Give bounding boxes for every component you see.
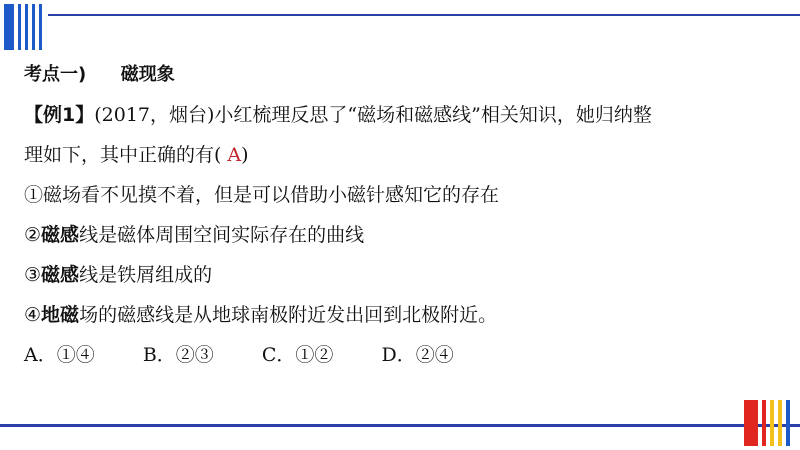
deco-bar (25, 4, 28, 50)
option-c: C．①② (261, 344, 334, 366)
statement-item (24, 262, 212, 288)
question-line-2 (24, 142, 249, 168)
statement-item (24, 302, 497, 328)
statement-number: ③ (24, 264, 42, 286)
option-b: B．②③ (142, 344, 214, 366)
statement-text: 磁场看不见摸不着，但是可以借助小磁针感知它的存在 (43, 184, 500, 206)
deco-bar (18, 4, 21, 50)
section-label: 考点一) (24, 64, 87, 85)
question-close-paren: ) (241, 144, 249, 166)
statement-text: 线是铁屑组成的 (79, 264, 213, 286)
question-line-1 (24, 102, 652, 128)
option-d: D．②④ (381, 344, 454, 366)
question-text: (2017，烟台)小红梳理反思了“磁场和磁感线”相关知识，她归纳整 (94, 104, 652, 126)
question-text-cont: 理如下，其中正确的有( (24, 144, 222, 166)
deco-bar (762, 400, 766, 446)
statement-item (24, 222, 364, 248)
statement-item (24, 182, 499, 208)
statement-number: ④ (24, 304, 42, 326)
deco-bar (32, 4, 35, 50)
answer-text: A (227, 144, 242, 166)
statement-text: 场的磁感线是从地球南极附近发出回到北极附近。 (79, 304, 498, 326)
deco-bar (778, 400, 782, 446)
statement-bold: 磁感 (41, 224, 80, 246)
deco-bar (744, 400, 758, 446)
option-a: A．①④ (24, 344, 95, 366)
footer-divider (0, 424, 800, 427)
deco-bar (770, 400, 774, 446)
statement-number: ① (24, 184, 44, 206)
section-heading (24, 62, 175, 88)
statement-bold: 地磁 (41, 304, 80, 326)
options-row (24, 342, 454, 368)
section-title: 磁现象 (120, 64, 175, 85)
statement-number: ② (24, 224, 42, 246)
deco-bar (4, 4, 14, 50)
header-divider (48, 14, 800, 16)
statement-text: 线是磁体周围空间实际存在的曲线 (79, 224, 365, 246)
statement-bold: 磁感 (41, 264, 80, 286)
deco-bar (39, 4, 42, 50)
example-tag: 【例1】 (24, 104, 95, 126)
header-decoration (0, 0, 50, 56)
deco-bar (786, 400, 790, 446)
footer-decoration (740, 396, 800, 450)
